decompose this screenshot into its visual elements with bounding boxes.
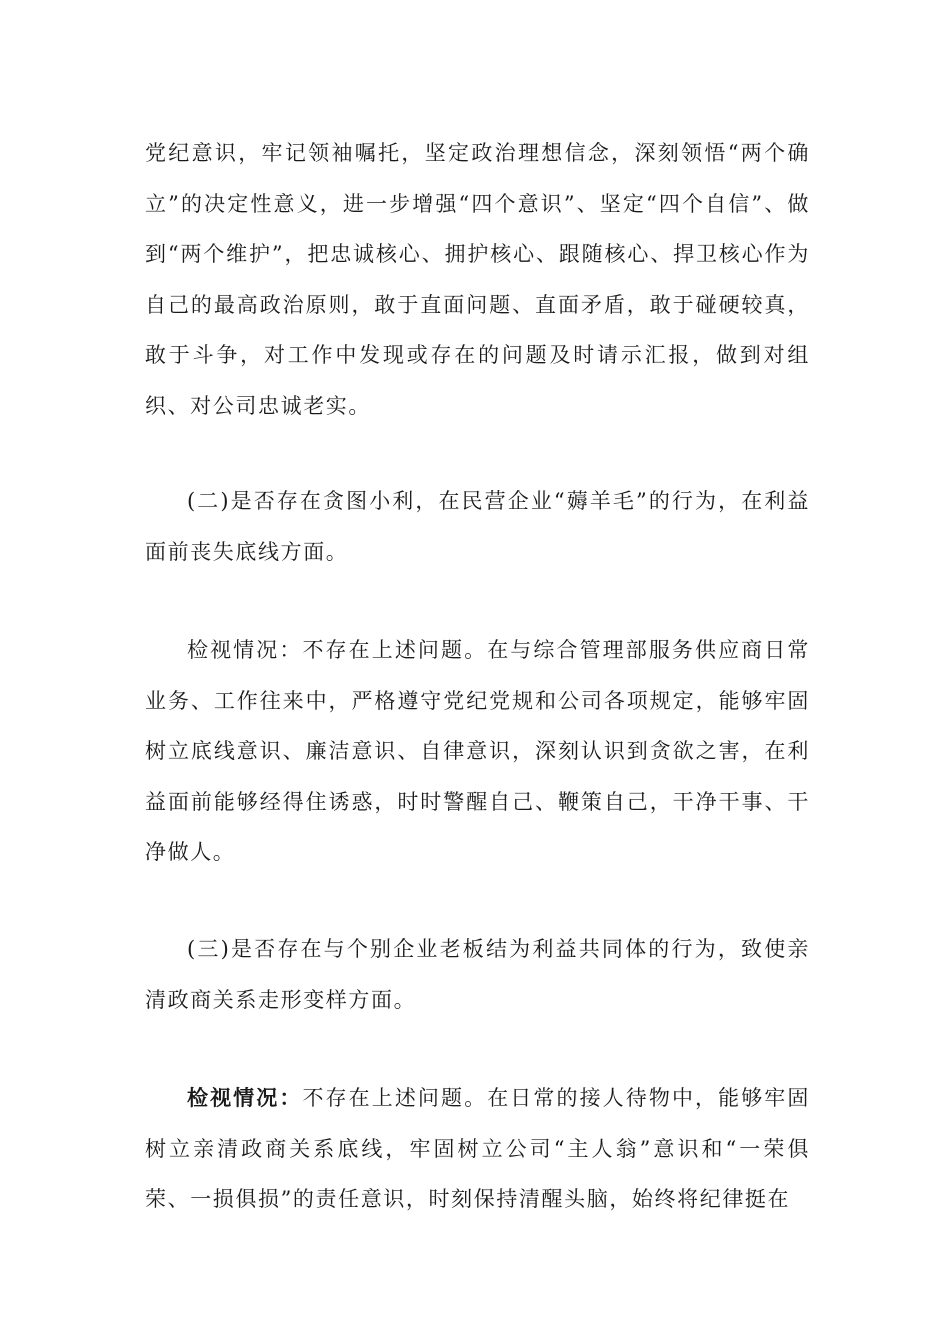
paragraph-party-discipline: 党纪意识，牢记领袖嘱托，坚定政治理想信念，深刻领悟“两个确立”的决定性意义，进一步增强“四个意识”、坚定“四个自信”、做到“两个维护”，把忠诚核心、拥护核心、跟随核心、捍卫核心作为自己的最高政治原则，敢于直面问题、直面矛盾，敢于碰硬较真，敢于斗争，对工作中发现或存在的问题及时请示汇报，做到对组织、对公司忠诚老实。 xyxy=(145,141,810,418)
section-heading-two: (二)是否存在贪图小利，在民营企业“薅羊毛”的行为，在利益面前丧失底线方面。 xyxy=(145,489,810,564)
paragraph-review-three xyxy=(145,1073,810,1225)
paragraph-review-two: 检视情况：不存在上述问题。在与综合管理部服务供应商日常业务、工作往来中，严格遵守党纪党规和公司各项规定，能够牢固树立底线意识、廉洁意识、自律意识，深刻认识到贪欲之害，在利益面前能够经得住诱惑，时时警醒自己、鞭策自己，干净干事、干净做人。 xyxy=(145,638,810,864)
section-heading-three: (三)是否存在与个别企业老板结为利益共同体的行为，致使亲清政商关系走形变样方面。 xyxy=(145,937,810,1012)
review-body-text: 不存在上述问题。在日常的接人待物中，能够牢固树立亲清政商关系底线，牢固树立公司“主人翁”意识和“一荣俱荣、一损俱损”的责任意识，时刻保持清醒头脑，始终将纪律挺在 xyxy=(145,1086,811,1211)
review-lead-label: 检视情况： xyxy=(187,1085,303,1110)
